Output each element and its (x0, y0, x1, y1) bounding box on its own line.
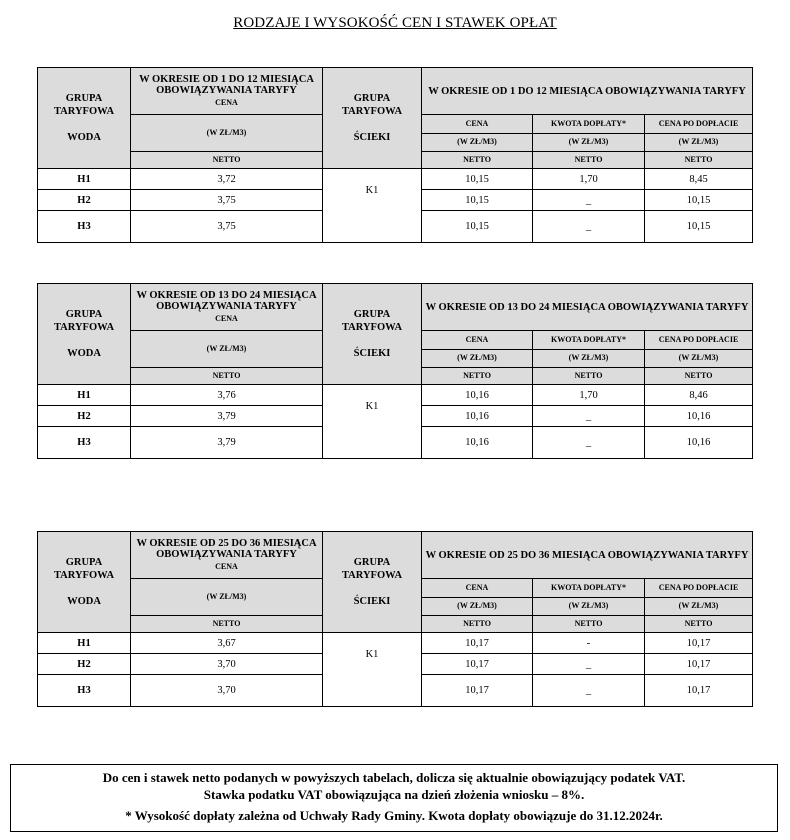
sewage-group-value: K1 (323, 633, 422, 707)
sewage-period-header (422, 68, 753, 115)
sewage-netto-label: NETTO (463, 154, 491, 164)
sewage-group-label: GRUPA TARYFOWA (341, 309, 403, 333)
sewage-period-label: W OKRESIE OD 1 DO 12 MIESIĄCA OBOWIĄZYWANIA TARYFY (428, 85, 746, 97)
page-title: RODZAJE I WYSOKOŚĆ CEN I STAWEK OPŁAT (233, 15, 557, 31)
surcharge-unit-label: (W ZŁ/M3) (568, 137, 609, 147)
vat-note-line-2: Stawka podatku VAT obowiązująca na dzień złożenia wniosku – 8%. (203, 786, 585, 802)
water-period-label: W OKRESIE OD 13 DO 24 MIESIĄCA OBOWIĄZYWANIA TARYFY (136, 290, 317, 313)
sewage-group-header (323, 68, 422, 169)
surcharge-label: KWOTA DOPŁATY* (550, 118, 627, 128)
row-sewage-price: 10,16 (422, 427, 533, 459)
water-group-header (38, 284, 131, 385)
row-after: 10,16 (645, 427, 753, 459)
water-unit-label: (W ZŁ/M3) (206, 127, 247, 137)
row-water-price: 3,79 (131, 406, 323, 427)
water-unit-cell (131, 579, 323, 616)
water-period-header (131, 68, 323, 115)
row-group: H2 (38, 190, 131, 211)
sewage-group-value: K1 (323, 385, 422, 459)
sewage-label: ŚCIEKI (353, 596, 391, 607)
after-unit-label: (W ZŁ/M3) (678, 137, 719, 147)
row-surcharge: 1,70 (533, 169, 645, 190)
after-unit-cell (645, 134, 753, 152)
row-group: H1 (38, 385, 131, 406)
sewage-netto-label: NETTO (463, 618, 491, 628)
sewage-group-value: K1 (323, 169, 422, 243)
after-netto-cell (645, 368, 753, 385)
water-netto-cell (131, 152, 323, 169)
tariff-table-2 (37, 283, 753, 459)
after-unit-cell (645, 598, 753, 616)
row-after: 10,15 (645, 211, 753, 243)
sewage-period-label: W OKRESIE OD 13 DO 24 MIESIĄCA OBOWIĄZYWANIA TARYFY (425, 301, 749, 313)
row-sewage-price: 10,16 (422, 406, 533, 427)
surcharge-netto-cell (533, 152, 645, 169)
sewage-group-header (323, 284, 422, 385)
surcharge-netto-label: NETTO (574, 618, 603, 628)
water-netto-label: NETTO (212, 154, 241, 164)
sewage-period-header (422, 532, 753, 579)
water-unit-label: (W ZŁ/M3) (206, 343, 247, 353)
water-netto-cell (131, 616, 323, 633)
after-netto-cell (645, 616, 753, 633)
water-period-header (131, 284, 323, 331)
after-label: CENA PO DOPŁACIE (658, 582, 739, 592)
water-group-label: GRUPA TARYFOWA (53, 557, 115, 581)
surcharge-netto-cell (533, 616, 645, 633)
water-group-header (38, 68, 131, 169)
row-group: H2 (38, 406, 131, 427)
surcharge-label: KWOTA DOPŁATY* (550, 334, 627, 344)
surcharge-header (533, 579, 645, 598)
row-group: H2 (38, 654, 131, 675)
sewage-netto-label: NETTO (463, 370, 491, 380)
after-header (645, 331, 753, 350)
sewage-group-header (323, 532, 422, 633)
row-water-price: 3,75 (131, 211, 323, 243)
water-price-label: CENA (215, 562, 238, 572)
sewage-label: ŚCIEKI (353, 132, 391, 143)
surcharge-unit-label: (W ZŁ/M3) (568, 353, 609, 363)
surcharge-netto-label: NETTO (574, 370, 603, 380)
after-label: CENA PO DOPŁACIE (658, 118, 739, 128)
water-label: WODA (67, 132, 101, 143)
row-water-price: 3,70 (131, 654, 323, 675)
sewage-unit-label: (W ZŁ/M3) (457, 353, 497, 363)
after-header (645, 579, 753, 598)
row-surcharge: _ (533, 190, 645, 211)
water-group-header (38, 532, 131, 633)
surcharge-netto-label: NETTO (574, 154, 603, 164)
after-unit-label: (W ZŁ/M3) (678, 353, 719, 363)
sewage-price-header (422, 115, 533, 134)
vat-note-box (10, 764, 778, 832)
sewage-label: ŚCIEKI (353, 348, 391, 359)
vat-note-line-1: Do cen i stawek netto podanych w powyższych tabelach, dolicza się aktualnie obowiązujący podatek VAT. (102, 770, 686, 785)
sewage-price-header (422, 579, 533, 598)
sewage-price-label: CENA (465, 334, 489, 344)
row-after: 10,17 (645, 675, 753, 707)
water-price-label: CENA (215, 98, 238, 108)
after-netto-cell (645, 152, 753, 169)
after-unit-label: (W ZŁ/M3) (678, 601, 719, 611)
sewage-unit-cell (422, 350, 533, 368)
row-surcharge: _ (533, 654, 645, 675)
water-unit-cell (131, 115, 323, 152)
row-sewage-price: 10,17 (422, 675, 533, 707)
row-surcharge: _ (533, 406, 645, 427)
water-netto-label: NETTO (212, 618, 241, 628)
surcharge-unit-label: (W ZŁ/M3) (568, 601, 609, 611)
row-sewage-price: 10,15 (422, 211, 533, 243)
table-row (38, 633, 753, 654)
water-unit-cell (131, 331, 323, 368)
tariff-table-1 (37, 67, 753, 243)
sewage-price-label: CENA (465, 582, 489, 592)
sewage-price-label: CENA (465, 118, 489, 128)
sewage-unit-cell (422, 134, 533, 152)
row-group: H3 (38, 675, 131, 707)
row-sewage-price: 10,15 (422, 190, 533, 211)
row-surcharge: _ (533, 211, 645, 243)
sewage-unit-cell (422, 598, 533, 616)
row-sewage-price: 10,17 (422, 654, 533, 675)
water-period-header (131, 532, 323, 579)
row-surcharge: _ (533, 675, 645, 707)
water-period-label: W OKRESIE OD 1 DO 12 MIESIĄCA OBOWIĄZYWANIA TARYFY (139, 74, 314, 97)
after-netto-label: NETTO (684, 618, 713, 628)
row-water-price: 3,72 (131, 169, 323, 190)
surcharge-label: KWOTA DOPŁATY* (550, 582, 627, 592)
row-after: 8,46 (645, 385, 753, 406)
row-water-price: 3,67 (131, 633, 323, 654)
row-sewage-price: 10,17 (422, 633, 533, 654)
row-surcharge: 1,70 (533, 385, 645, 406)
table-row (38, 385, 753, 406)
after-label: CENA PO DOPŁACIE (658, 334, 739, 344)
table-row (38, 169, 753, 190)
water-group-label: GRUPA TARYFOWA (53, 93, 115, 117)
sewage-period-header (422, 284, 753, 331)
sewage-netto-cell (422, 152, 533, 169)
sewage-group-label: GRUPA TARYFOWA (341, 93, 403, 117)
row-group: H3 (38, 427, 131, 459)
sewage-unit-label: (W ZŁ/M3) (457, 601, 497, 611)
sewage-group-label: GRUPA TARYFOWA (341, 557, 403, 581)
sewage-netto-cell (422, 616, 533, 633)
surcharge-unit-cell (533, 598, 645, 616)
sewage-price-header (422, 331, 533, 350)
after-unit-cell (645, 350, 753, 368)
row-after: 10,17 (645, 654, 753, 675)
sewage-netto-cell (422, 368, 533, 385)
row-water-price: 3,76 (131, 385, 323, 406)
row-water-price: 3,70 (131, 675, 323, 707)
surcharge-footnote: * Wysokość dopłaty zależna od Uchwały Rady Gminy. Kwota dopłaty obowiązuje do 31.12.2024r. (125, 808, 663, 823)
water-period-label: W OKRESIE OD 25 DO 36 MIESIĄCA OBOWIĄZYWANIA TARYFY (136, 538, 317, 561)
row-surcharge: - (533, 633, 645, 654)
water-label: WODA (67, 596, 101, 607)
water-netto-cell (131, 368, 323, 385)
surcharge-netto-cell (533, 368, 645, 385)
row-surcharge: _ (533, 427, 645, 459)
row-after: 10,17 (645, 633, 753, 654)
row-water-price: 3,79 (131, 427, 323, 459)
row-sewage-price: 10,15 (422, 169, 533, 190)
row-sewage-price: 10,16 (422, 385, 533, 406)
sewage-unit-label: (W ZŁ/M3) (457, 137, 497, 147)
row-water-price: 3,75 (131, 190, 323, 211)
row-after: 8,45 (645, 169, 753, 190)
tariff-table-3 (37, 531, 753, 707)
after-netto-label: NETTO (684, 154, 713, 164)
after-netto-label: NETTO (684, 370, 713, 380)
surcharge-header (533, 331, 645, 350)
surcharge-unit-cell (533, 134, 645, 152)
water-price-label: CENA (215, 314, 238, 324)
sewage-period-label: W OKRESIE OD 25 DO 36 MIESIĄCA OBOWIĄZYWANIA TARYFY (425, 549, 749, 561)
row-group: H3 (38, 211, 131, 243)
water-label: WODA (67, 348, 101, 359)
water-netto-label: NETTO (212, 370, 241, 380)
surcharge-header (533, 115, 645, 134)
row-after: 10,15 (645, 190, 753, 211)
water-group-label: GRUPA TARYFOWA (53, 309, 115, 333)
row-group: H1 (38, 169, 131, 190)
after-header (645, 115, 753, 134)
surcharge-unit-cell (533, 350, 645, 368)
row-after: 10,16 (645, 406, 753, 427)
water-unit-label: (W ZŁ/M3) (206, 591, 247, 601)
row-group: H1 (38, 633, 131, 654)
